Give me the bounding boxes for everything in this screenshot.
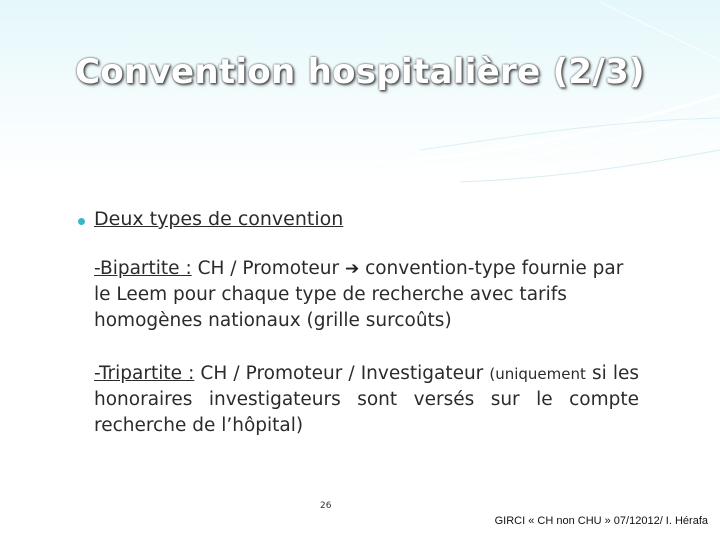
page-number: 26 bbox=[320, 501, 332, 511]
bipartite-label: -Bipartite : bbox=[94, 258, 192, 279]
decorative-swooshes bbox=[0, 0, 720, 200]
tripartite-label: -Tripartite : bbox=[94, 363, 195, 384]
tripartite-text-small: (uniquement bbox=[489, 365, 586, 383]
bipartite-text-1: CH / Promoteur bbox=[191, 258, 345, 279]
bipartite-text-2: convention-type fournie par le Leem pour chaque type de recherche avec tarifs homogènes nationaux (grille surcoûts) bbox=[94, 258, 624, 331]
tripartite-paragraph bbox=[94, 361, 639, 439]
bipartite-paragraph bbox=[94, 256, 639, 334]
tripartite-text-rest: si les honoraires investigateurs sont versés sur le compte recherche de l’hôpital) bbox=[94, 363, 640, 436]
bullet-text: Deux types de convention bbox=[94, 208, 344, 230]
arrow-right-icon: ➔ bbox=[344, 259, 360, 279]
footer-text: GIRCI « CH non CHU » 07/12012/ I. Hérafa bbox=[494, 515, 708, 527]
slide-title: Convention hospitalière (2/3) bbox=[75, 52, 645, 92]
bullet-icon bbox=[78, 218, 85, 225]
tripartite-text-main: CH / Promoteur / Investigateur bbox=[194, 363, 490, 384]
